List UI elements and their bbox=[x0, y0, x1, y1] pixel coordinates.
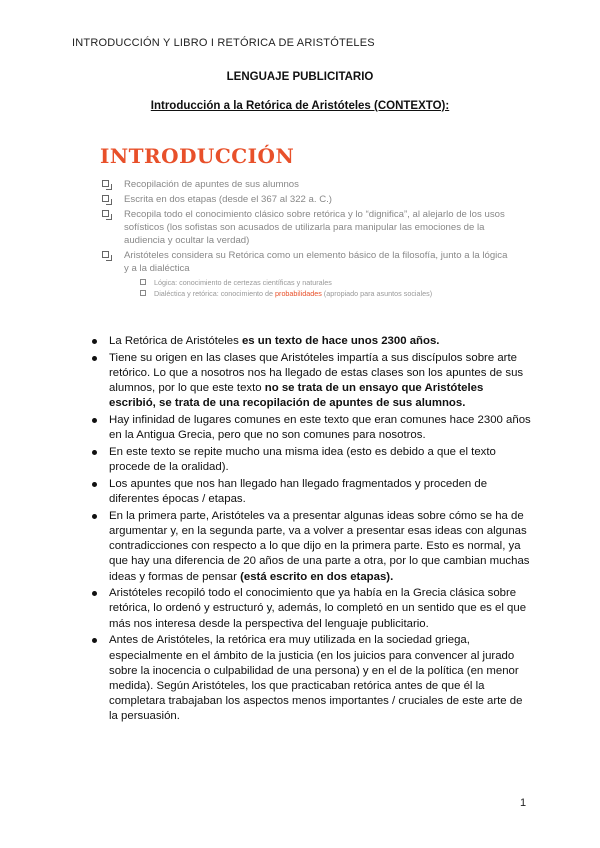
bullet-icon bbox=[92, 482, 97, 487]
bullet-icon bbox=[92, 591, 97, 596]
slide-item bbox=[100, 193, 510, 206]
list-item-text: En este texto se repite mucho una misma idea (esto es debido a que el texto procede de la oralidad). bbox=[109, 445, 496, 474]
slide-item bbox=[100, 249, 510, 299]
slide-subitem bbox=[138, 288, 510, 299]
list-item-text: Hay infinidad de lugares comunes en este texto que eran comunes hace 2300 años en la Antigua Grecia, pero que no son comunes para nosotros. bbox=[109, 414, 531, 442]
slide-item bbox=[100, 178, 510, 191]
body-bullet-list bbox=[92, 334, 532, 726]
slide-subitem bbox=[138, 277, 510, 288]
list-item-text: Los apuntes que nos han llegado han llegado fragmentados y proceden de diferentes épocas / etapas. bbox=[109, 477, 488, 506]
slide-list bbox=[100, 178, 510, 301]
slide-subitem-text: Lógica: conocimiento de certezas científicas y naturales bbox=[154, 278, 332, 287]
slide-subitem-text: Dialéctica y retórica: conocimiento de bbox=[154, 289, 276, 298]
checkbox-icon bbox=[102, 195, 109, 202]
checkbox-icon bbox=[102, 180, 109, 187]
list-item bbox=[92, 334, 532, 349]
list-item-bold-text: es un texto de hace unos 2300 años. bbox=[241, 335, 440, 347]
list-item-text: Antes de Aristóteles, la retórica era muy utilizada en la sociedad griega, especialmente en el ámbito de la justicia (en los juicios para convencer al jurado sobre la inocencia o culpabilidad de una persona) y en el de la política (en menor medida). Según Aristóteles, los que practicaban retórica antes de que él la completara trabajaban los aspectos menos importantes / cruciales de este arte de la persuasión. bbox=[109, 634, 523, 723]
slide-highlight-text: probabilidades bbox=[275, 289, 322, 298]
list-item bbox=[92, 586, 532, 632]
list-item bbox=[92, 477, 532, 507]
bullet-icon bbox=[92, 638, 97, 643]
slide-sublist bbox=[124, 277, 510, 299]
list-item bbox=[92, 445, 532, 475]
list-item-bold-text: (está escrito en dos etapas). bbox=[240, 570, 394, 583]
bullet-icon bbox=[92, 418, 97, 423]
slide-item-text: Escrita en dos etapas (desde el 367 al 322 a. C.) bbox=[124, 194, 332, 205]
document-subtitle: Introducción a la Retórica de Aristóteles (CONTEXTO): bbox=[150, 100, 450, 112]
bullet-icon bbox=[92, 339, 97, 344]
slide-subitem-suffix: (apropiado para asuntos sociales) bbox=[321, 289, 433, 298]
bullet-icon bbox=[92, 450, 97, 455]
list-item bbox=[92, 633, 532, 724]
slide-item-text: Aristóteles considera su Retórica como un elemento básico de la filosofía, junto a la lógica y a la dialéctica bbox=[124, 250, 508, 274]
slide-item-text: Recopilación de apuntes de sus alumnos bbox=[124, 179, 299, 190]
slide-item bbox=[100, 208, 510, 247]
running-header: INTRODUCCIÓN Y LIBRO I RETÓRICA DE ARISTÓTELES bbox=[72, 37, 375, 49]
list-item bbox=[92, 509, 532, 585]
checkbox-icon bbox=[102, 210, 109, 217]
checkbox-icon bbox=[140, 290, 146, 296]
bullet-icon bbox=[92, 514, 97, 519]
list-item bbox=[92, 413, 532, 443]
bullet-icon bbox=[92, 356, 97, 361]
list-item-text: Tiene su origen en las clases que Aristóteles impartía a sus discípulos sobre arte retórico. Lo que a nosotros nos ha llegado de estas clases son los apuntes de sus alumnos, por lo que este texto bbox=[109, 351, 524, 395]
checkbox-icon bbox=[102, 251, 109, 258]
document-title: LENGUAJE PUBLICITARIO bbox=[226, 71, 374, 83]
list-item-text: En la primera parte, Aristóteles va a presentar algunas ideas sobre cómo se ha de argumentar y, en la segunda parte, va a volver a presentar esas ideas con algunas contradicciones con respecto a lo que dijo en la primera parte. Esto es normal, ya que hay una diferencia de 20 años de una parte a otra, por lo que cambian muchas ideas y formas de pensar bbox=[109, 509, 530, 583]
list-item-text: La Retórica de Aristóteles bbox=[109, 335, 242, 347]
list-item-bold-text: no se trata de un ensayo que Aristóteles escribió, se trata de una recopilación de apuntes de sus alumnos. bbox=[109, 382, 484, 410]
list-item bbox=[92, 351, 532, 412]
page-number: 1 bbox=[520, 797, 527, 809]
slide-heading: INTRODUCCIÓN bbox=[100, 144, 295, 168]
slide-image bbox=[92, 136, 512, 314]
checkbox-icon bbox=[140, 279, 146, 285]
list-item-text: Aristóteles recopiló todo el conocimiento que ya había en la Grecia clásica sobre retórica, lo ordenó y estructuró y, además, lo completó en un sentido que es el que más nos interesa desde la perspectiva del lenguaje publicitario. bbox=[109, 587, 527, 630]
slide-item-text: Recopila todo el conocimiento clásico sobre retórica y lo “dignifica”, al alejarlo de los usos sofísticos (los sofistas son acusados de utilizarla para manipular las emociones de la audiencia y ocultar la verdad) bbox=[124, 209, 505, 246]
